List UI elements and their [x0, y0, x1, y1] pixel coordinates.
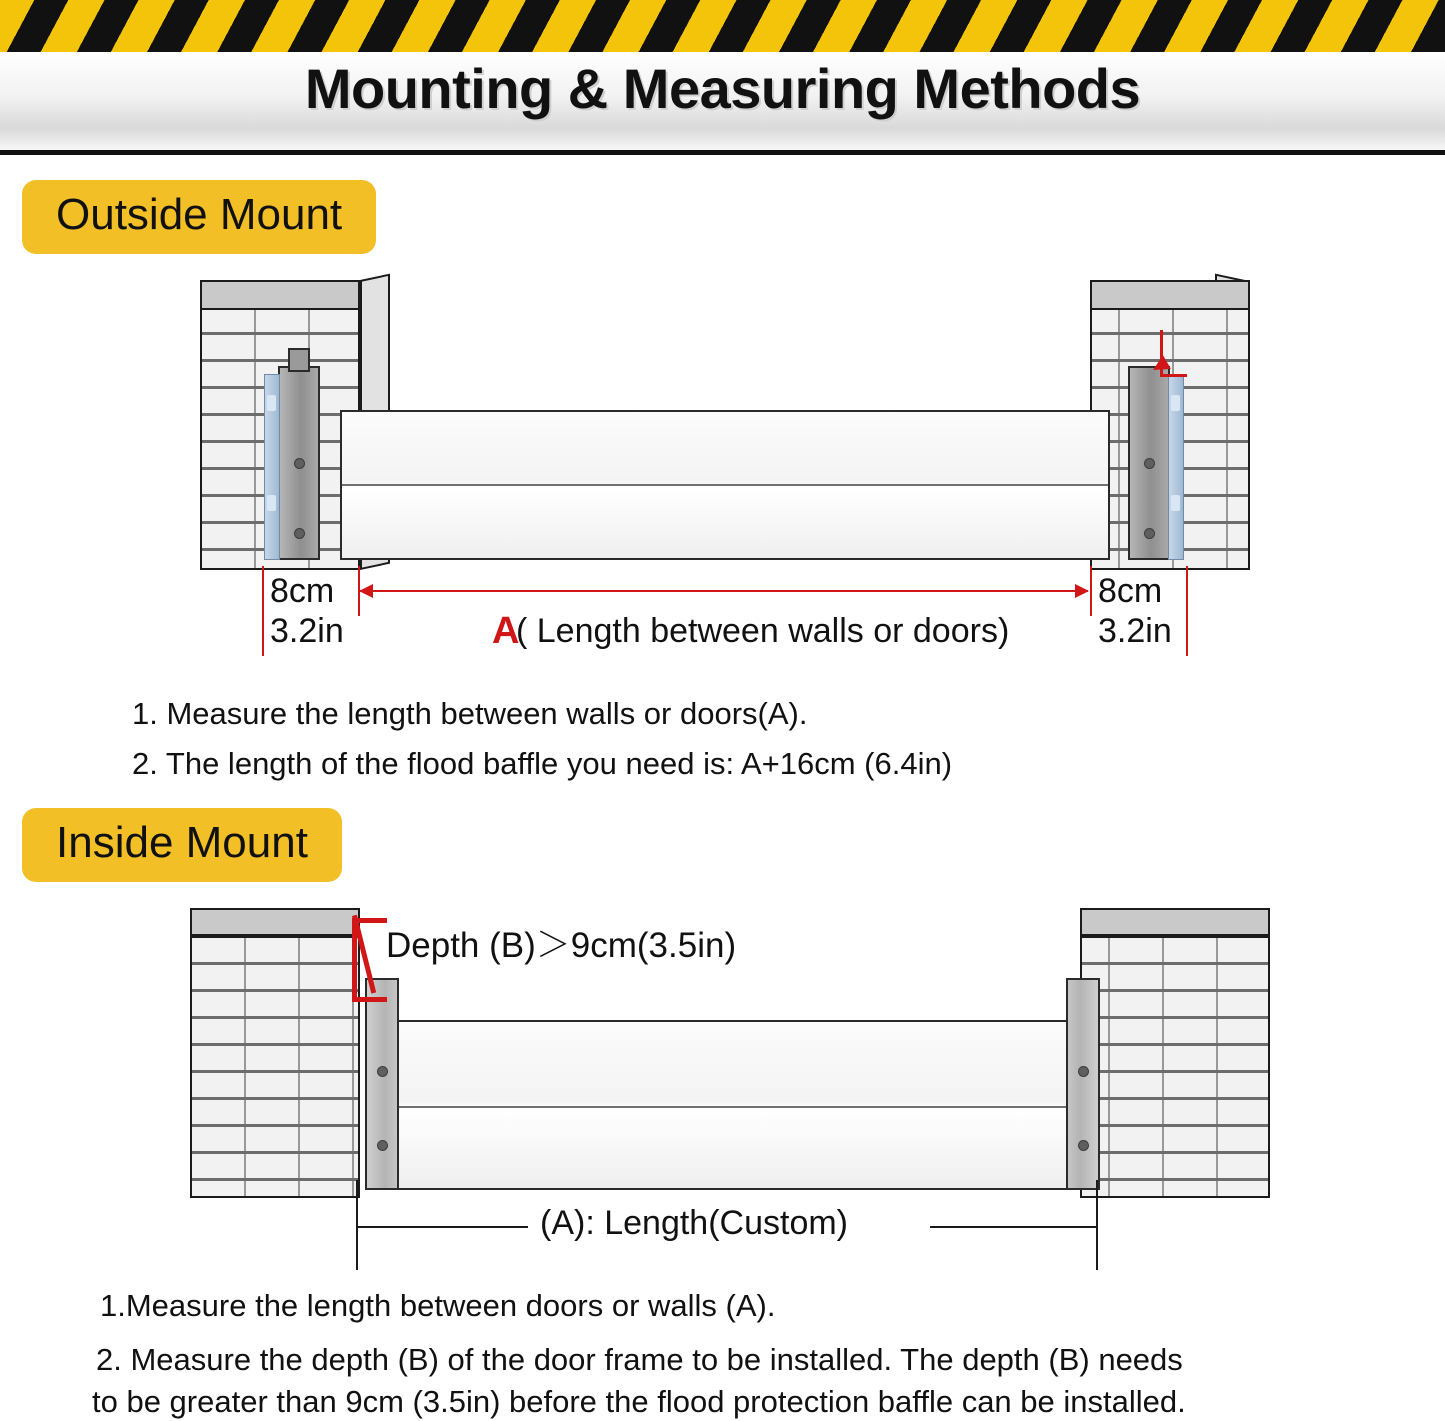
brick-wall-texture: [1080, 936, 1270, 1198]
left-mounting-bracket: [278, 366, 320, 560]
depth-requirement-label: Depth (B)＞9cm(3.5in): [386, 926, 737, 965]
pillar-top-face: [200, 280, 360, 310]
flood-baffle-panel: [392, 1020, 1082, 1190]
pillar-top-face: [1080, 908, 1270, 936]
section-tag-inside-mount: Inside Mount: [22, 808, 342, 882]
inside-span-label: (A): Length(Custom): [540, 1204, 848, 1242]
bracket-screw: [294, 528, 305, 539]
pillar-top-face: [190, 908, 360, 936]
left-offset-in-label: 3.2in: [270, 612, 344, 650]
span-dimension-line-left: [358, 1226, 528, 1228]
right-brick-pillar: [1080, 908, 1270, 1198]
seal-highlight: [1171, 495, 1180, 511]
flood-baffle-panel: [340, 410, 1110, 560]
dim-tick-right-outer: [1186, 566, 1188, 656]
left-bracket-post: [288, 348, 310, 372]
bracket-screw: [1144, 528, 1155, 539]
right-mounting-bracket: [1066, 978, 1100, 1190]
inside-step-2: 2. Measure the depth (B) of the door frame to be installed. The depth (B) needs: [96, 1342, 1183, 1377]
dim-tick-left: [356, 1180, 358, 1270]
outside-step-2: 2. The length of the flood baffle you need is: A+16cm (6.4in): [132, 746, 953, 781]
right-offset-cm-label: 8cm: [1098, 572, 1163, 610]
bracket-screw: [1078, 1140, 1089, 1151]
span-dimension-line: [360, 590, 1088, 592]
baffle-seam-line: [394, 1106, 1080, 1108]
hazard-stripe-decoration: [0, 0, 1445, 55]
bracket-screw: [377, 1140, 388, 1151]
pillar-top-face: [1090, 280, 1250, 310]
dim-tick-right: [1096, 1180, 1098, 1270]
bracket-screw: [294, 458, 305, 469]
left-offset-cm-label: 8cm: [270, 572, 335, 610]
page-title: Mounting & Measuring Methods: [304, 57, 1141, 120]
seal-highlight: [1171, 395, 1180, 411]
bracket-screw: [1078, 1066, 1089, 1077]
brick-wall-texture: [190, 936, 360, 1198]
inside-step-2-cont: to be greater than 9cm (3.5in) before the flood protection baffle can be installed.: [92, 1384, 1186, 1419]
inside-step-1: 1.Measure the length between doors or walls (A).: [100, 1288, 776, 1323]
bracket-screw: [1144, 458, 1155, 469]
section-tag-outside-mount: Outside Mount: [22, 180, 376, 254]
seal-highlight: [267, 395, 276, 411]
left-mounting-bracket: [365, 978, 399, 1190]
right-mounting-bracket: [1128, 366, 1170, 560]
left-brick-pillar: [190, 908, 360, 1198]
dim-tick-right-inner: [1090, 566, 1092, 616]
span-symbol-label: A: [492, 610, 520, 652]
arrow-left-icon: [359, 584, 373, 598]
dim-tick-left-outer: [262, 566, 264, 656]
bracket-screw: [377, 1066, 388, 1077]
page-header: [0, 0, 1445, 156]
seal-highlight: [267, 495, 276, 511]
span-description-label: ( Length between walls or doors): [516, 612, 1010, 650]
left-seal-strip: [264, 374, 280, 560]
right-offset-in-label: 3.2in: [1098, 612, 1172, 650]
outside-mount-diagram: [0, 270, 1445, 670]
outside-step-1: 1. Measure the length between walls or doors(A).: [132, 696, 808, 731]
span-dimension-line-right: [930, 1226, 1096, 1228]
baffle-seam-line: [342, 484, 1108, 486]
arrow-right-icon: [1075, 584, 1089, 598]
right-seal-strip: [1168, 374, 1184, 560]
